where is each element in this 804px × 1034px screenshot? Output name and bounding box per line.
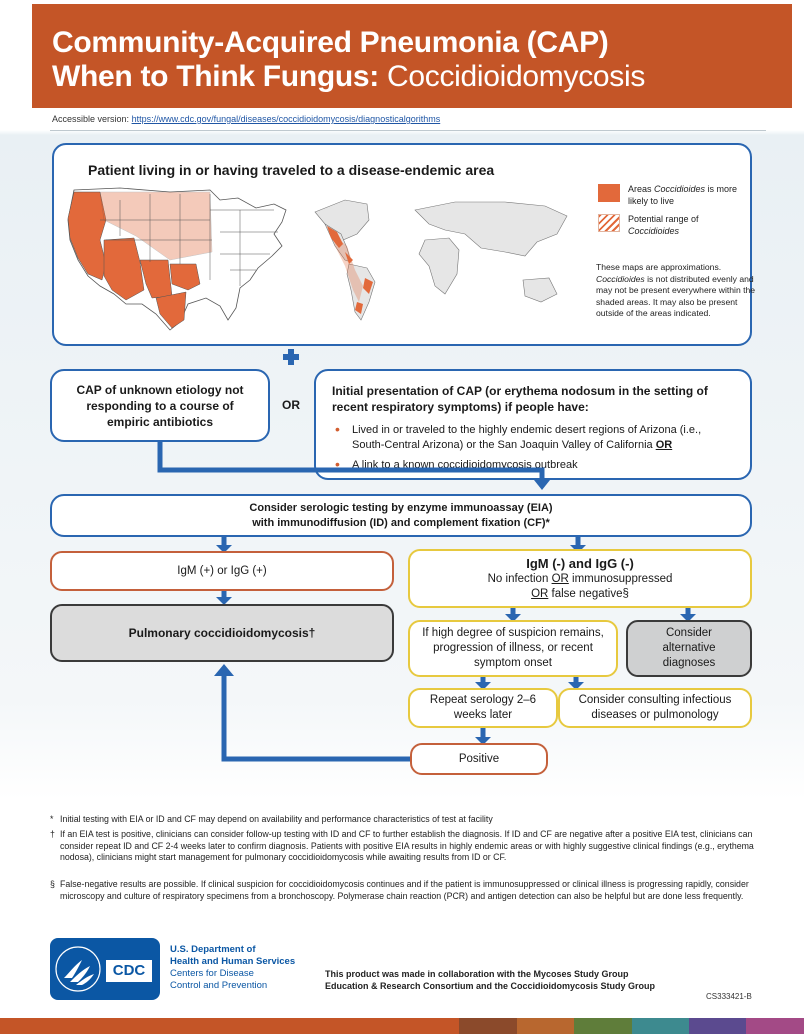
title-line-2-light: Coccidioidomycosis <box>387 60 646 93</box>
box-positive-result: Positive <box>410 743 548 775</box>
box-pulmonary-coccidioidomycosis: Pulmonary coccidioidomycosis† <box>50 604 394 662</box>
bottom-bar-segment <box>57 1018 114 1034</box>
hhs-eagle-icon <box>52 938 108 1000</box>
bottom-color-bar <box>0 1018 804 1034</box>
box-repeat-serology: Repeat serology 2–6 weeks later <box>408 688 558 728</box>
map-panel-title: Patient living in or having traveled to a disease-endemic area <box>88 162 495 178</box>
hhs-cdc-logo <box>50 938 160 1000</box>
bottom-bar-segment <box>115 1018 172 1034</box>
bottom-bar-segment <box>172 1018 229 1034</box>
accessible-link[interactable]: https://www.cdc.gov/fungal/diseases/coccidioidomycosis/diagnosticalgorithms <box>131 114 441 124</box>
hhs-text: U.S. Department of Health and Human Services Centers for Disease Control and Prevention <box>170 944 296 991</box>
box-igm-igg-positive: IgM (+) or IgG (+) <box>50 551 394 591</box>
collaboration-note: This product was made in collaboration with the Mycoses Study Group Education & Research Consortium and the Coccidioidomycosis Study Group <box>325 969 656 991</box>
bottom-bar-segment <box>459 1018 516 1034</box>
footnote-asterisk: * Initial testing with EIA or ID and CF may depend on availability and performance characteristics of test at facility <box>50 814 493 824</box>
bottom-bar-segment <box>402 1018 459 1034</box>
bottom-bar-segment <box>574 1018 631 1034</box>
legend-endemic-text: Areas Coccidioides is more likely to live <box>628 184 738 206</box>
title-line-2-bold: When to Think Fungus: <box>52 60 379 93</box>
box-high-suspicion: If high degree of suspicion remains, progression of illness, or recent symptom onset <box>408 620 618 677</box>
title-line-1: Community-Acquired Pneumonia (CAP) <box>52 26 609 59</box>
box-consult-specialist: Consider consulting infectious diseases or pulmonology <box>558 688 752 728</box>
or-label: OR <box>282 398 300 412</box>
cdc-wordmark: CDC <box>106 960 152 982</box>
legend-potential-text: Potential range of Coccidioides <box>628 214 699 236</box>
bottom-bar-segment <box>746 1018 803 1034</box>
negative-line-2: No infection OR immunosuppressed <box>487 572 673 585</box>
criteria-item-endemic: • Lived in or traveled to the highly endemic desert regions of Arizona (i.e., South-Central Arizona) or the San Joaquin Valley of California OR <box>332 423 734 453</box>
criteria-item-outbreak: • A link to a known coccidioidomycosis outbreak <box>332 458 734 473</box>
footnote-section: § False-negative results are possible. If clinical suspicion for coccidioidomycosis continues and if the patient is immunosuppressed or clinical illness is progressing rapidly, consider microscopy and culture of respiratory specimens from a bronchoscopy. Polymerase chain reaction (PCR) and antigen detection can also be helpful but are done less frequently. <box>50 879 749 901</box>
bottom-bar-segment <box>287 1018 344 1034</box>
negative-line-3: OR false negative§ <box>531 587 629 600</box>
accessible-label: Accessible version: <box>52 114 130 124</box>
bottom-bar-segment <box>689 1018 746 1034</box>
footnote-dagger: † If an EIA test is positive, clinicians can consider follow-up testing with ID and CF to further establish the diagnosis. If ID and CF are negative after a positive EIA test, clinicians can consider repeat ID and CF 2-4 weeks later to confirm diagnosis. Patients with positive EIA results in highly endemic areas or with highly suggestive clinical findings (e.g., erythema nodosa), clinicians might start management for pulmonary coccidioidomycosis while awaiting results from ID or CF. <box>50 829 754 862</box>
testing-line-2: with immunodiffusion (ID) and complement fixation (CF)* <box>252 516 550 529</box>
box-alternative-diagnoses: Consider alternative diagnoses <box>626 620 752 677</box>
bottom-bar-segment <box>632 1018 689 1034</box>
map-note: These maps are approximations. Coccidioides is not distributed evenly and may not be present everywhere within the shaded areas. It may also be present outside of the areas indicated. <box>596 262 756 318</box>
initial-heading: Initial presentation of CAP (or erythema nodosum in the setting of recent respiratory symptoms) if people have: <box>332 384 708 414</box>
bottom-bar-segment <box>517 1018 574 1034</box>
box-serologic-testing <box>50 494 752 537</box>
testing-line-1: Consider serologic testing by enzyme immunoassay (EIA) <box>249 501 553 514</box>
bottom-bar-segment <box>0 1018 57 1034</box>
bottom-bar-segment <box>345 1018 402 1034</box>
bottom-bar-segment <box>230 1018 287 1034</box>
box-igm-igg-negative <box>408 549 752 608</box>
box-cap-unknown-etiology: CAP of unknown etiology not responding to a course of empiric antibiotics <box>50 369 270 442</box>
negative-title: IgM (-) and IgG (-) <box>526 555 634 571</box>
document-code: CS333421-B <box>706 992 752 1001</box>
